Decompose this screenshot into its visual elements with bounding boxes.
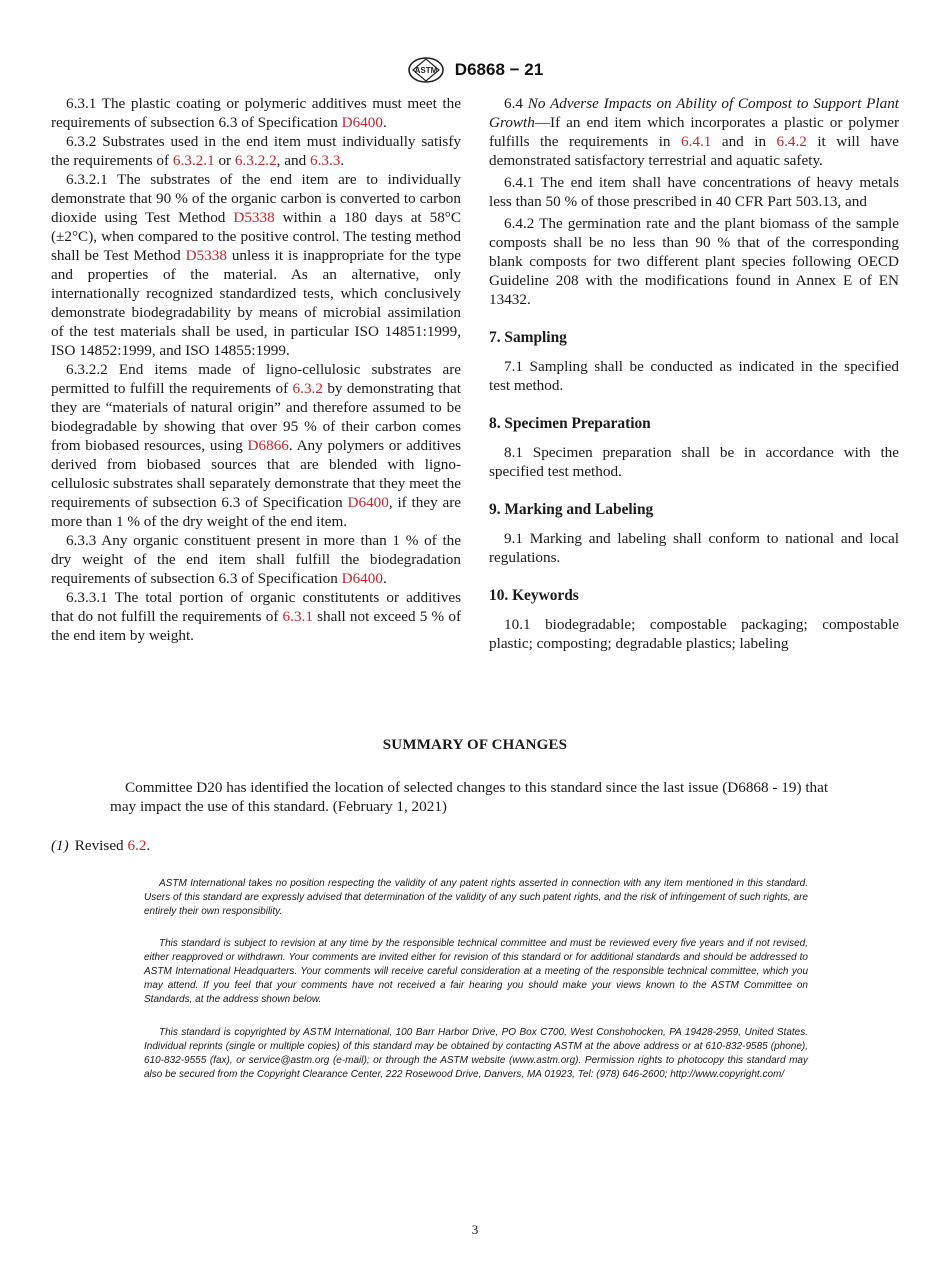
para-7-1: 7.1 Sampling shall be conducted as indicated in the specified test method. [489,358,899,394]
section-heading-sampling: 7. Sampling [489,329,567,346]
summary-title: SUMMARY OF CHANGES [382,737,568,753]
right-column [489,94,899,653]
summary-body [110,778,845,816]
link-6-3-3[interactable]: 6.3.3 [310,152,341,169]
para-10-1: 10.1 biodegradable; compostable packaging; compostable plastic; composting; degradable plastics; labeling [489,616,899,652]
para-6-3-2-1: 6.3.2.1 The substrates of the end item are to individually demonstrate that 90 % of the organic carbon is converted to carbon dioxide using Test Method D5338 within a 180 days at 58°C (±2°C), when compared to the positive control. The testing method shall be Test Method D5338 unless it is inappropriate for the type and properties of the material. As an alternative, only internationally recognized standardized tests, which conclusively demonstrate biodegradability by means of microbial assimilation of the test materials shall be used, in particular ISO 14851:1999, ISO 14852:1999, and ISO 14855:1999. [51,171,462,359]
link-d5338[interactable]: D5338 [233,209,275,226]
copyright-notice: This standard is copyrighted by ASTM International, 100 Barr Harbor Drive, PO Box C700, West Conshohocken, PA 19428-2959, United States. Individual reprints (single or multiple copies) of this standard may be obtained by contacting ASTM at the above address or at 610-832-9585 (phone), 610-832-9555 (fax), or service@astm.org (e-mail); or through the ASTM website (www.astm.org). Permission rights to photocopy this standard may also be secured from the Copyright Clearance Center, 222 Rosewood Drive, Danvers, MA 01923, Tel: (978) 646-2600; http://www.copyright.com/ [144,1027,808,1080]
section-heading-keywords: 10. Keywords [489,587,579,604]
revision-item: (1) Revised 6.2. [51,837,151,854]
link-d5338[interactable]: D5338 [185,247,227,264]
link-6-3-2[interactable]: 6.3.2 [292,380,323,397]
link-d6866[interactable]: D6866 [247,437,289,454]
para-8-1: 8.1 Specimen preparation shall be in accordance with the specified test method. [489,444,899,480]
link-d6400[interactable]: D6400 [341,570,383,587]
para-6-4-2: 6.4.2 The germination rate and the plant biomass of the sample composts shall be no less than 90 % that of the corresponding blank composts for two different plant species following OECD Guideline 208 with the modifications found in Annex E of EN 13432. [489,215,899,308]
para-6-3-2: 6.3.2 Substrates used in the end item must individually satisfy the requirements of 6.3.2.1 or 6.3.2.2, and 6.3.3. [51,133,461,169]
para-6-4-1: 6.4.1 The end item shall have concentrations of heavy metals less than 50 % of those prescribed in 40 CFR Part 503.13, and [489,174,899,210]
link-d6400[interactable]: D6400 [347,494,389,511]
revision-notice: This standard is subject to revision at any time by the responsible technical committee and must be reviewed every five years and if not revised, either reapproved or withdrawn. Your comments are invited either for revision of this standard or for additional standards and should be addressed to ASTM International Headquarters. Your comments will receive careful consideration at a meeting of the responsible technical committee, which you may attend. If you feel that your comments have not received a fair hearing you should make your views known to the ASTM Committee on Standards, at the address shown below. [144,938,808,1005]
revision-number: (1) [51,837,69,854]
para-6-3-1: 6.3.1 The plastic coating or polymeric additives must meet the requirements of subsection 6.3 of Specification D6400. [51,95,461,131]
link-6-4-2[interactable]: 6.4.2 [776,133,807,150]
astm-logo-icon [407,56,445,84]
link-d6400[interactable]: D6400 [341,114,383,131]
section-heading-specimen-preparation: 8. Specimen Preparation [489,415,651,432]
link-6-3-2-1[interactable]: 6.3.2.1 [172,152,215,169]
link-6-2[interactable]: 6.2 [127,837,147,854]
patent-notice: ASTM International takes no position respecting the validity of any patent rights asserted in connection with any item mentioned in this standard. Users of this standard are expressly advised that determination of the validity of any such patent rights, and the risk of infringement of such rights, are entirely their own responsibility. [144,878,808,917]
para-6-4: 6.4 No Adverse Impacts on Ability of Compost to Support Plant Growth—If an end item which incorporates a plastic or polymer fulfills the requirements in 6.4.1 and in 6.4.2 it will have demonstrated satisfactory terrestrial and aquatic safety. [489,95,900,169]
svg-text:ASTM: ASTM [414,66,438,75]
para-9-1: 9.1 Marking and labeling shall conform to national and local regulations. [489,530,899,566]
page-number: 3 [471,1222,479,1237]
left-column [51,94,461,645]
document-id: D6868 − 21 [454,60,544,79]
para-6-3-3-1: 6.3.3.1 The total portion of organic constitutents or additives that do not fulfill the requirements of 6.3.1 shall not exceed 5 % of the end item by weight. [51,589,461,644]
link-6-4-1[interactable]: 6.4.1 [681,133,712,150]
section-heading-marking-labeling: 9. Marking and Labeling [489,501,654,518]
summary-text: Committee D20 has identified the location of selected changes to this standard since the last issue (D6868 - 19) that may impact the use of this standard. (February 1, 2021) [110,779,829,815]
link-6-3-1[interactable]: 6.3.1 [282,608,313,625]
para-6-3-2-2: 6.3.2.2 End items made of ligno-cellulosic substrates are permitted to fulfill the requirements of 6.3.2 by demonstrating that they are “materials of natural origin” and therefore assumed to be biodegradable by showing that over 95 % of their carbon comes from biobased resources, using D6866. Any polymers or additives derived from biobased sources that are blended with ligno-cellulosic substrates shall separately demonstrate that they meet the requirements of subsection 6.3 of Specification D6400, if they are more than 1 % of the dry weight of the end item. [51,361,461,530]
para-6-3-3: 6.3.3 Any organic constituent present in more than 1 % of the dry weight of the end item shall fulfill the biodegradation requirements of subsection 6.3 of Specification D6400. [51,532,461,587]
link-6-3-2-2[interactable]: 6.3.2.2 [234,152,277,169]
page-header [0,56,950,84]
